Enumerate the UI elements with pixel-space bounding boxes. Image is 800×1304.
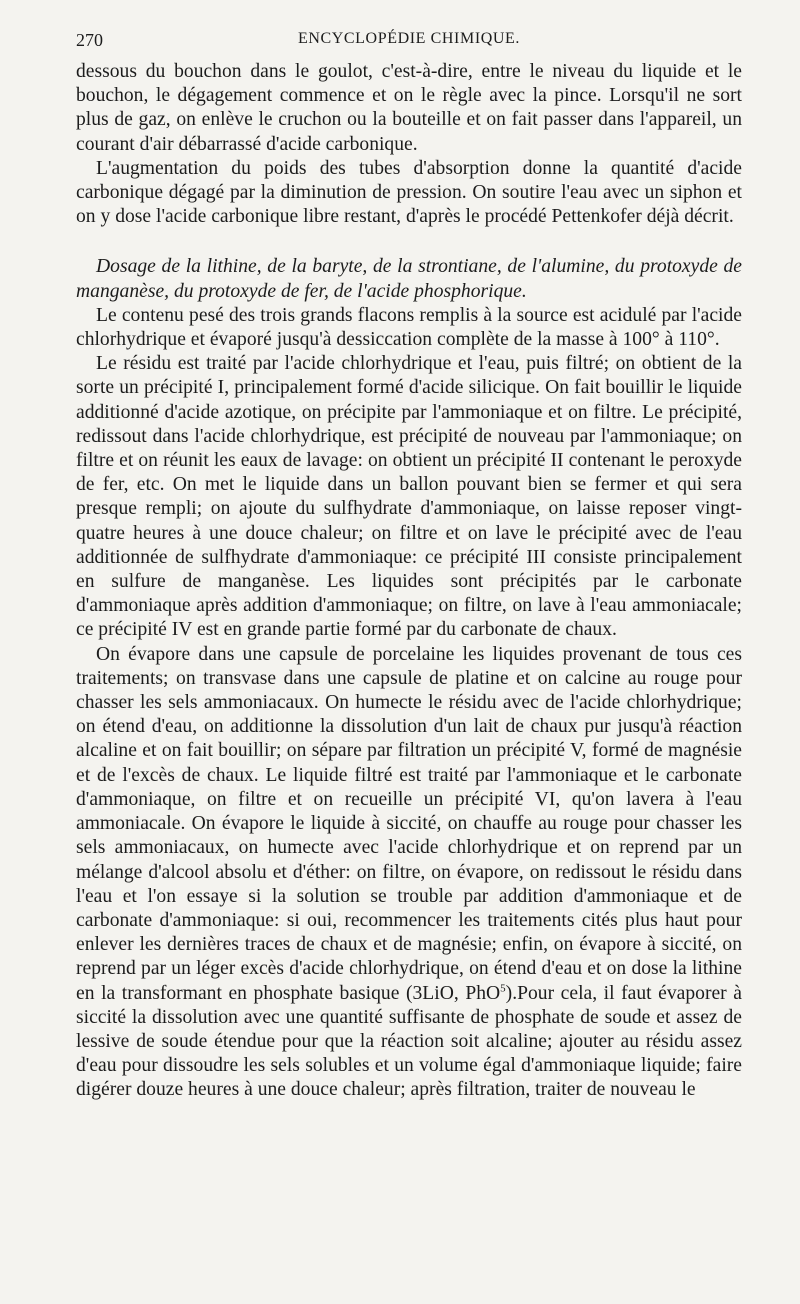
paragraph-contenu: Le contenu pesé des trois grands flacons remplis à la source est acidulé par l'acide chlorhydrique et évaporé jusqu'à dessiccation complète de la masse à 100° à 110°.: [76, 304, 742, 351]
body-text: [76, 60, 742, 1103]
page-header: [76, 30, 742, 54]
running-title: ENCYCLOPÉDIE CHIMIQUE.: [297, 30, 521, 47]
paragraph-evaporation: [76, 643, 742, 1103]
page-number: 270: [76, 30, 103, 50]
paragraph-evaporation-continued: ).Pour cela, il faut évaporer à siccité la dissolution avec une quantité suffisante de phosphate de soude et assez de lessive de soude étendue pour que la réaction soit alcaline; ajouter au résidu assez d'eau pour dissoudre les sels solubles et un volume égal d'ammoniaque liquide; faire digérer douze heures à une douce chaleur; après filtration, traiter de nouveau le: [76, 982, 742, 1101]
paragraph-residu: Le résidu est traité par l'acide chlorhydrique et l'eau, puis filtré; on obtient de la sorte un précipité I, principalement formé d'acide silicique. On fait bouillir le liquide additionné d'acide azotique, on précipite par l'ammoniaque et on filtre. Le précipité, redissout dans l'acide chlorhydrique, est précipité de nouveau par l'ammoniaque; on filtre et on réunit les eaux de lavage: on obtient un précipité II contenant le peroxyde de fer, etc. On met le liquide dans un ballon pouvant bien se fermer et qui sera presque rempli; on ajoute du sulfhydrate d'ammoniaque, on laisse reposer vingt-quatre heures à une douce chaleur; on filtre et on lave le précipité avec de l'eau additionnée de sulfhydrate d'ammoniaque: ce précipité III consiste principalement en sulfure de manganèse. Les liquides sont précipités par le carbonate d'ammoniaque après addition d'ammoniaque; on filtre, on lave à l'eau ammoniacale; ce précipité IV est en grande partie formé par du carbonate de chaux.: [76, 353, 742, 641]
paragraph-absorption: L'augmentation du poids des tubes d'absorption donne la quantité d'acide carbonique dégagé par la diminution de pression. On soutire l'eau avec un siphon et on y dose l'acide carbonique libre restant, d'après le procédé Pettenkofer déjà décrit.: [76, 157, 742, 228]
formula-superscript: 5: [500, 981, 506, 994]
paragraph-evaporation-text: On évapore dans une capsule de porcelaine les liquides provenant de tous ces traitements; on transvase dans une capsule de platine et on calcine au rouge pour chasser les sels ammoniacaux. On humecte le résidu avec de l'acide chlorhydrique; on étend d'eau, on additionne la dissolution d'un lait de chaux pur jusqu'à réaction alcaline et on fait bouillir; on sépare par filtration un précipité V, formé de magnésie et de l'excès de chaux. Le liquide filtré est traité par l'ammoniaque et le carbonate d'ammoniaque, on filtre et on recueille un précipité VI, qu'on lavera à l'eau ammoniacale. On évapore le liquide à siccité, on chauffe au rouge pour chasser les sels ammoniacaux, on humecte avec l'acide chlorhydrique et on reprend par un mélange d'alcool absolu et d'éther: on filtre, on évapore, on redissout le résidu dans l'eau et l'on essaye si la solution se trouble par addition d'ammoniaque et de carbonate d'ammoniaque: si oui, recommencer les traitements cités plus haut pour enlever les dernières traces de chaux et de magnésie; enfin, on évapore à siccité, on reprend par un léger excès d'acide chlorhydrique, on étend d'eau et on dose la lithine en la transformant en phosphate basique (3LiO, PhO: [76, 643, 742, 1004]
paragraph-continuation: dessous du bouchon dans le goulot, c'est-à-dire, entre le niveau du liquide et le bouchon, le dégagement commence et on le règle avec la pince. Lorsqu'il ne sort plus de gaz, on enlève le cruchon ou la bouteille et on fait passer dans l'appareil, un courant d'air débarrassé d'acide carbonique.: [76, 61, 742, 155]
section-gap: [76, 229, 742, 255]
section-heading: Dosage de la lithine, de la baryte, de la strontiane, de l'alumine, du protoxyde de manganèse, du protoxyde de fer, de l'acide phosphorique.: [76, 256, 742, 302]
